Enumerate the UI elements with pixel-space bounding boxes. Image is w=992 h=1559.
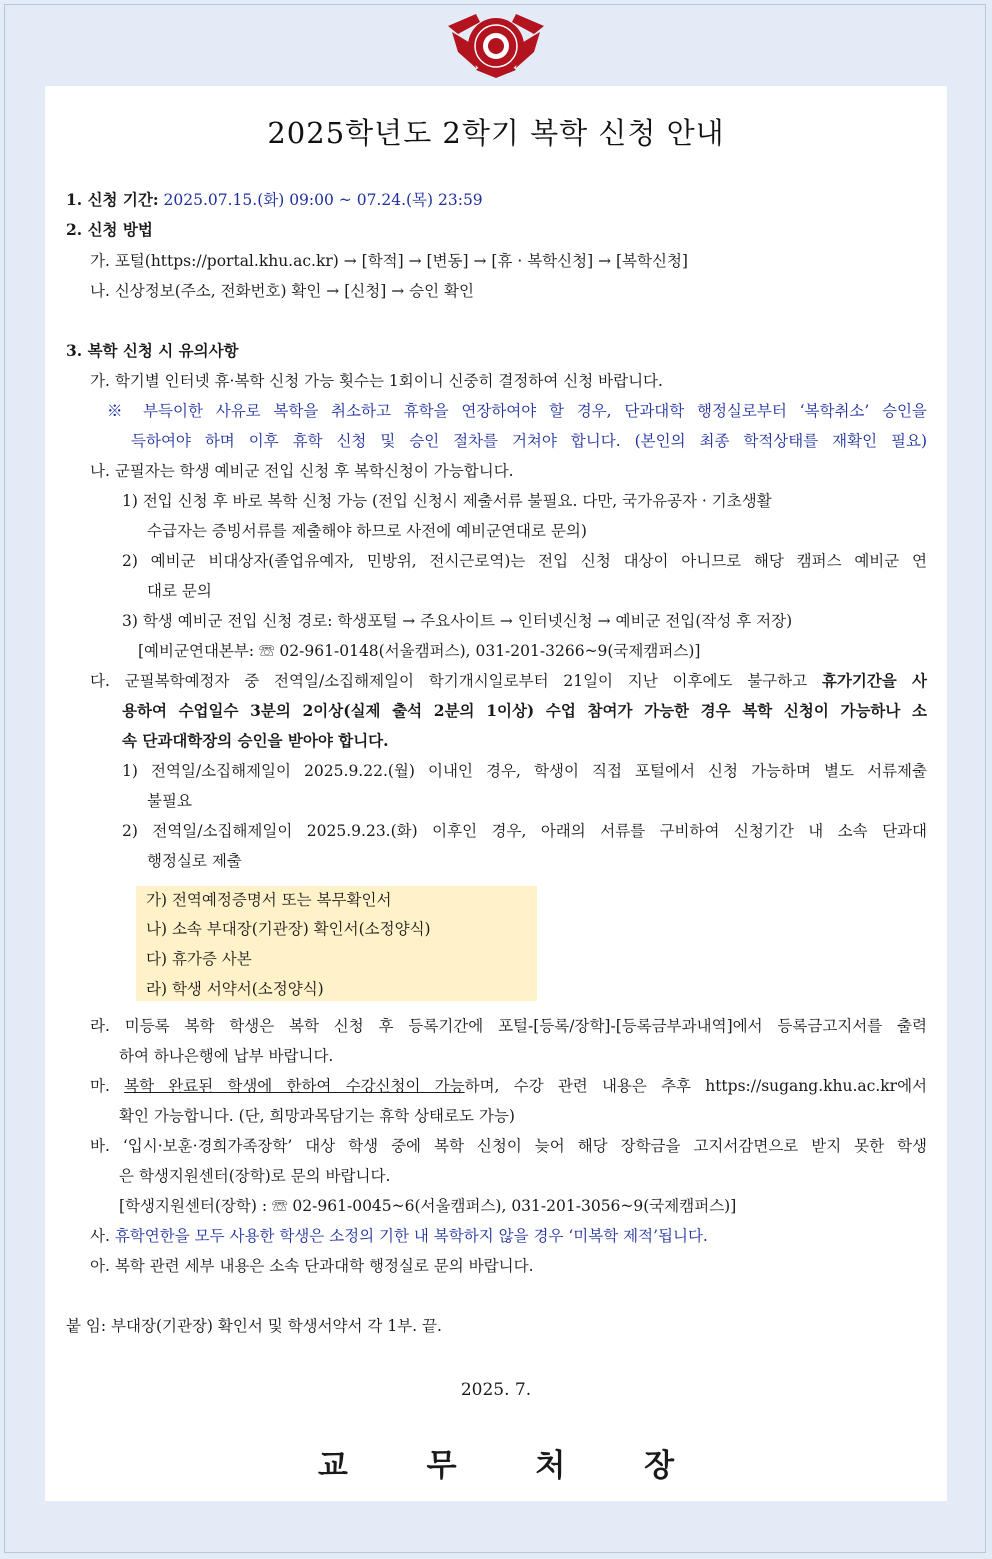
attachment-note: 붙 임: 부대장(기관장) 확인서 및 학생서약서 각 1부. 끝. (66, 1317, 442, 1335)
note-na-1-line2: 수급자는 증빙서류를 제출해야 하므로 사전에 예비군연대로 문의) (147, 522, 587, 540)
note-na-3-line1: 3) 학생 예비군 전입 신청 경로: 학생포털 → 주요사이트 → 인터넷신청 → 예비군 전입(작성 후 저장) (122, 612, 793, 630)
note-cancel-line1: ※ 부득이한 사유로 복학을 취소하고 휴학을 연장하여야 할 경우, 단과대학 행정실로부터 ‘복학취소’ 승인을 (107, 402, 927, 420)
note-da-2-line2: 행정실로 제출 (147, 852, 242, 870)
document-item: 나) 소속 부대장(기관장) 확인서(소정양식) (146, 920, 431, 938)
issuer-signature: 교 무 처 장 (317, 1448, 709, 1484)
page-title: 2025학년도 2학기 복학 신청 안내 (267, 116, 725, 150)
note-sa-text: 휴학연한을 모두 사용한 학생은 소정의 기한 내 복학하지 않을 경우 ‘미복학 제적’됩니다. (114, 1227, 708, 1245)
note-ma-line2: 확인 가능합니다. (단, 희망과목담기는 휴학 상태로도 가능) (119, 1107, 515, 1125)
university-emblem-icon (446, 8, 546, 80)
section-3-label: 3. 복학 신청 시 유의사항 (66, 341, 239, 360)
note-na: 나. 군필자는 학생 예비군 전입 신청 후 복학신청이 가능합니다. (90, 462, 514, 480)
document-item: 라) 학생 서약서(소정양식) (146, 980, 324, 998)
note-na-2-line1: 2) 예비군 비대상자(졸업유예자, 민방위, 전시근로역)는 전입 신청 대상이 아니므로 해당 캠퍼스 예비군 연 (122, 552, 927, 570)
method-portal: 가. 포털(https://portal.khu.ac.kr) → [학적] → [변동] → [휴 · 복학신청] → [복학신청] (90, 252, 688, 270)
application-period: 2025.07.15.(화) 09:00 ~ 07.24.(목) 23:59 (163, 191, 483, 209)
note-ra-line2: 하여 하나은행에 납부 바랍니다. (119, 1047, 334, 1065)
note-sa (90, 1226, 708, 1246)
note-da-line1-text: 다. 군필복학예정자 중 전역일/소집해제일이 학기개시일로부터 21일이 지난 이후에도 불구하고 (90, 672, 822, 690)
note-ma-prefix: 마. (90, 1077, 125, 1095)
document-item: 다) 휴가증 사본 (146, 950, 252, 968)
note-da-2-line1: 2) 전역일/소집해제일이 2025.9.23.(화) 이후인 경우, 아래의 서류를 구비하여 신청기간 내 소속 단과대 (122, 822, 927, 840)
note-da-line2: 용하여 수업일수 3분의 2이상(실제 출석 2분의 1이상) 수업 참여가 가능한 경우 복학 신청이 가능하나 소 (122, 701, 927, 720)
note-da-line3: 속 단과대학장의 승인을 받아야 합니다. (122, 731, 389, 750)
note-sa-prefix: 사. (90, 1227, 115, 1245)
note-ma-line1 (90, 1076, 927, 1096)
method-confirm: 나. 신상정보(주소, 전화번호) 확인 → [신청] → 승인 확인 (90, 282, 474, 300)
document-item: 가) 전역예정증명서 또는 복무확인서 (146, 891, 392, 909)
note-da-line1-bold: 휴가기간을 사 (821, 671, 927, 690)
note-ba-line2: 은 학생지원센터(장학)로 문의 바랍니다. (119, 1167, 391, 1185)
note-a: 아. 복학 관련 세부 내용은 소속 단과대학 행정실로 문의 바랍니다. (90, 1257, 534, 1275)
note-ma-underlined: 복학 완료된 학생에 한하여 수강신청이 가능 (124, 1077, 465, 1095)
section-2-label: 2. 신청 방법 (66, 220, 153, 239)
reserve-contact: [예비군연대본부: ☏ 02-961-0148(서울캠퍼스), 031-201-3266~9(국제캠퍼스)] (138, 642, 701, 660)
section-1 (66, 190, 483, 210)
note-da-1-line2: 불필요 (147, 792, 192, 810)
note-na-2-line2: 대로 문의 (147, 582, 212, 600)
note-ba-line1: 바. ‘입시·보훈·경희가족장학’ 대상 학생 중에 복학 신청이 늦어 해당 장학금을 고지서감면으로 받지 못한 학생 (90, 1137, 927, 1155)
section-1-label: 1. 신청 기간: (66, 190, 159, 209)
note-da-line1 (90, 671, 927, 691)
note-da-1-line1: 1) 전역일/소집해제일이 2025.9.22.(월) 이내인 경우, 학생이 직접 포털에서 신청 가능하며 별도 서류제출 (122, 762, 927, 780)
note-cancel-line2: 득하여야 하며 이후 휴학 신청 및 승인 절차를 거쳐야 합니다. (본인의 최종 학적상태를 재확인 필요) (131, 432, 927, 450)
document-date: 2025. 7. (460, 1380, 532, 1400)
note-ga: 가. 학기별 인터넷 휴·복학 신청 가능 횟수는 1회이니 신중히 결정하여 신청 바랍니다. (90, 372, 663, 390)
note-ra-line1: 라. 미등록 복학 학생은 복학 신청 후 등록기간에 포털-[등록/장학]-[등록금부과내역]에서 등록금고지서를 출력 (90, 1017, 927, 1035)
scholarship-contact: [학생지원센터(장학) : ☏ 02-961-0045~6(서울캠퍼스), 031-201-3056~9(국제캠퍼스)] (119, 1197, 737, 1215)
note-ma-rest: 하며, 수강 관련 내용은 추후 https://sugang.khu.ac.kr에서 (464, 1077, 928, 1095)
note-na-1-line1: 1) 전입 신청 후 바로 복학 신청 가능 (전입 신청시 제출서류 불필요. 다만, 국가유공자 · 기초생활 (122, 492, 772, 510)
